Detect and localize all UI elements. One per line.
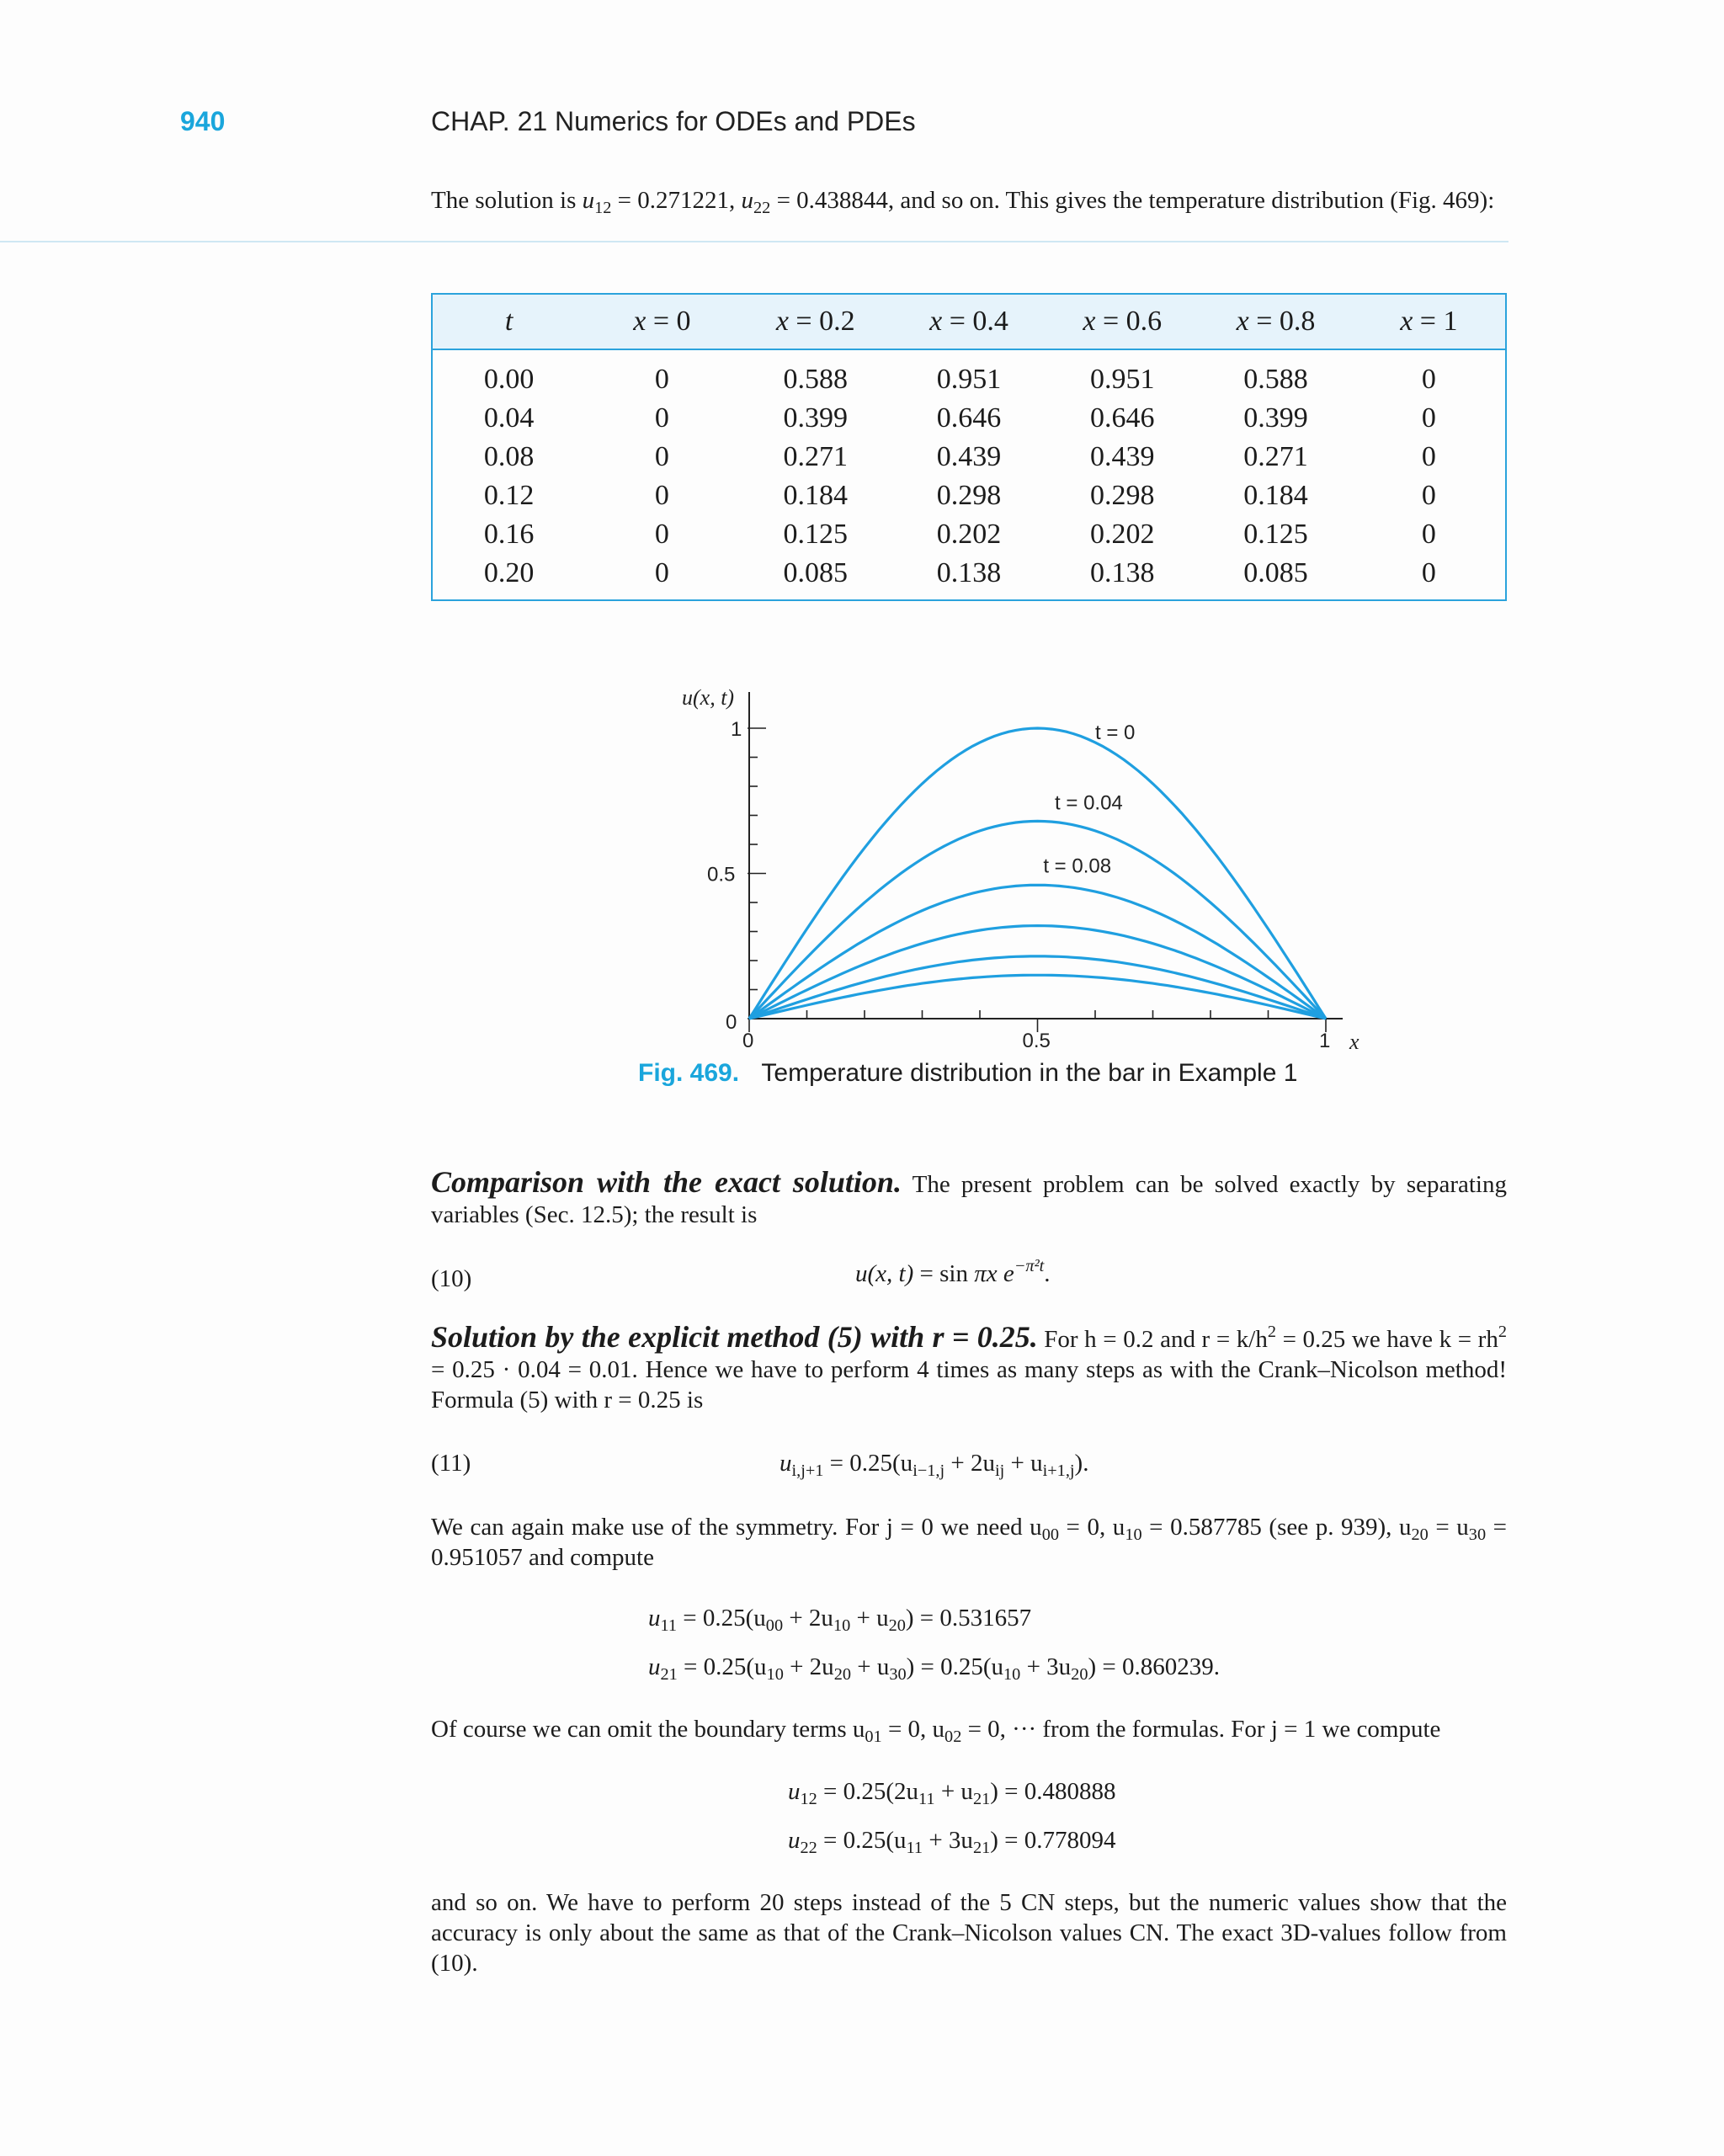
table-cell: 0.202 [936,519,1002,550]
table-cell: 0.085 [783,557,848,588]
symmetry-paragraph: We can again make use of the symmetry. For j = 0 we need $u_{00} = 0$, $u_{10} = 0.587785$ (see p. 939), $u_{20} = u_{30} = 0.951057$ and compute [431,1514,1508,1571]
x-tick-label: 0 [742,1030,754,1052]
variable-x: x [775,306,789,337]
boundary-text-b: = 0, u [881,1716,945,1743]
table-body [432,349,1506,600]
table-cell: 0 [1421,480,1436,511]
table-cell: 0.00 [483,364,535,395]
table-cell: 0.399 [783,402,848,434]
equation-11-number: (11) [431,1450,471,1477]
column-header: x = 0 [585,294,738,349]
series-label: t = 0.04 [1055,791,1123,815]
temperature-table [431,293,1507,601]
intro-text-end: and so on. This gives the temperature distribution (Fig. 469): [894,187,1495,214]
column-header: x = 1 [1353,294,1506,349]
table-cell: 0.04 [483,402,535,434]
y-tick-label: 0.5 [707,863,736,886]
table-row [432,515,1506,554]
table-cell: 0 [654,557,669,588]
table-row [432,349,1506,399]
explicit-text-a: For h = 0.2 and r = k/h [1037,1326,1268,1353]
table-cell: 0 [1421,364,1436,395]
table-cell: 0 [1421,519,1436,550]
eq11-mid1: + 2u [944,1450,995,1477]
table-cell: 0.951 [1090,364,1155,395]
eq10-e: e [1003,1260,1014,1287]
table-cell: 0.646 [936,402,1002,434]
boundary-text-a: Of course we can omit the boundary terms u [431,1716,865,1743]
compute-u22: $u_{22} = 0.25(u_{11} + 3u_{21}) = 0.778094$ [788,1827,1116,1858]
x-tick-label: 1 [1319,1030,1331,1052]
variable-x: x [929,306,943,337]
table-cell: 0.138 [1090,557,1155,588]
page-number: 940 [180,106,226,136]
equation-10 [855,1253,1051,1295]
table-cell: 0.184 [1243,480,1308,511]
table-cell: 0 [654,402,669,434]
table-row [432,476,1506,515]
eq10-exponent: −π²t [1014,1256,1045,1275]
table-cell: 0.184 [783,480,848,511]
compute-u21: $u_{21} = 0.25(u_{10} + 2u_{20} + u_{30}) = 0.25(u_{10} + 3u_{20}) = 0.860239$. [648,1653,1220,1685]
x-axis-label: x [1349,1030,1360,1054]
symmetry-text-c: = 0.587785 (see p. 939), u [1141,1514,1412,1541]
table-cell: 0 [654,480,669,511]
eq11-mid2: + u [1004,1450,1043,1477]
compute-u11: $u_{11} = 0.25(u_{00} + 2u_{10} + u_{20}) = 0.531657$ [648,1605,1032,1636]
symmetry-text-a: We can again make use of the symmetry. For j = 0 we need u [431,1514,1042,1541]
eq10-lhs: u(x, t) [855,1260,914,1287]
table-cell: 0 [1421,441,1436,472]
figure-caption [638,1059,1396,1088]
eq11-sub-lhs: i,j+1 [791,1461,824,1481]
temperature-distribution-chart [657,673,1381,1061]
u22-value: 0.438844, [796,187,895,214]
table-cell: 0.399 [1243,402,1308,434]
boundary-text-c: = 0, ··· from the formulas. For j = 1 we compute [961,1716,1441,1743]
variable-x: x [633,306,646,337]
table-cell: 0 [654,441,669,472]
table-cell: 0 [654,364,669,395]
eq10-end: . [1044,1260,1051,1287]
comparison-text: The present problem can be solved exactly by separating variables (Sec. 12.5); the result is [431,1171,1507,1228]
eq11-end: ). [1074,1450,1089,1477]
column-header: x = 0.6 [1046,294,1199,349]
header-rule [0,241,1508,242]
column-header: x = 0.4 [892,294,1046,349]
column-header: x = 0.8 [1199,294,1352,349]
eq10-pix: πx [974,1260,998,1287]
x-tick-label: 0.5 [1022,1030,1051,1052]
running-head [0,101,1508,143]
explicit-method-paragraph: Solution by the explicit method (5) with r = 0.25. For h = 0.2 and $r = k/h^2 = 0.25$ we have $k = rh^2 = 0.25 \cdot 0.04 = 0.01$. Hence we have to perform 4 times as many steps as with the Crank–Nicolson method! Formula (5) with r = 0.25 is [431,1320,1507,1413]
intro-paragraph: The solution is $u_{12} = 0.271221$, $u_{22} = 0.438844$, and so on. This gives the temperature distribution (Fig. 469): [431,187,1495,218]
explicit-text-b: = 0.25 we have k = rh [1275,1326,1498,1353]
y-axis-label: u(x, t) [682,685,735,710]
variable-x: x [1083,306,1096,337]
equation-11: $u_{i,j+1} = 0.25(u_{i-1,j} + 2u_{ij} + u_{i+1,j})$. [780,1450,1089,1481]
chapter-title: CHAP. 21 Numerics for ODEs and PDEs [431,106,916,136]
eq11-sub-b: ij [994,1461,1005,1481]
table-cell: 0.439 [936,441,1002,472]
u12-value: 0.271221, [637,187,736,214]
table-cell: 0.125 [1243,519,1308,550]
variable-x: x [1400,306,1413,337]
table-row [432,438,1506,476]
table-cell: 0.12 [483,480,535,511]
series-line [749,926,1326,1019]
table-cell: 0.271 [783,441,848,472]
table-cell: 0.646 [1090,402,1155,434]
table-cell: 0.16 [483,519,535,550]
y-tick-label: 0 [726,1011,737,1034]
series-line [749,956,1326,1019]
figure-label: Fig. 469. [638,1059,740,1087]
table-cell: 0.298 [1090,480,1155,511]
temperature-table-wrap [431,293,1507,601]
explicit-text-c: = 0.25 · 0.04 = 0.01. Hence we have to perform 4 times as many steps as with the Crank–Nicolson method! Formula (5) with r = 0.25 is [431,1356,1507,1413]
table-header-row [432,294,1506,349]
column-header: t [432,294,585,349]
table-cell: 0 [1421,402,1436,434]
eq11-sub-a: i−1,j [913,1461,945,1481]
eq11-text: = 0.25(u [823,1450,913,1477]
table-cell: 0.951 [936,364,1002,395]
explicit-heading: Solution by the explicit method (5) with r = 0.25. [431,1320,1038,1354]
table-cell: 0.08 [483,441,535,472]
symmetry-text-e: = 0.951057 and compute [431,1514,1508,1571]
eq10-rhs: = sin [913,1260,975,1287]
series-label: t = 0.08 [1043,854,1112,878]
symmetry-text-d: = u [1428,1514,1469,1541]
equation-10-number: (10) [431,1265,472,1292]
series-label: t = 0 [1095,721,1136,744]
symmetry-text-b: = 0, u [1058,1514,1125,1541]
table-cell: 0 [654,519,669,550]
eq11-sub-c: i+1,j [1042,1461,1075,1481]
comparison-paragraph [431,1167,1507,1230]
table-cell: 0 [1421,557,1436,588]
table-cell: 0.588 [1243,364,1308,395]
variable-x: x [1236,306,1249,337]
table-cell: 0.439 [1090,441,1155,472]
table-cell: 0.271 [1243,441,1308,472]
table-cell: 0.298 [936,480,1002,511]
series-line [749,975,1326,1019]
compute-u12: $u_{12} = 0.25(2u_{11} + u_{21}) = 0.480888$ [788,1778,1116,1809]
table-cell: 0.125 [783,519,848,550]
comparison-heading: Comparison with the exact solution. [431,1165,902,1199]
table-cell: 0.20 [483,557,535,588]
boundary-paragraph: Of course we can omit the boundary terms $u_{01} = 0$, $u_{02} = 0$, ··· from the formulas. For j = 1 we compute [431,1716,1441,1747]
y-tick-label: 1 [731,718,742,741]
table-row [432,399,1506,438]
column-header: x = 0.2 [739,294,892,349]
closing-paragraph: and so on. We have to perform 20 steps instead of the 5 CN steps, but the numeric values show that the accuracy is only about the same as that of the Crank–Nicolson values CN. The exact 3D-values follow from (10). [431,1889,1507,1977]
table-cell: 0.085 [1243,557,1308,588]
intro-text: The solution is [431,187,583,214]
figure-caption-text: Temperature distribution in the bar in Example 1 [761,1059,1298,1087]
table-cell: 0.588 [783,364,848,395]
table-cell: 0.138 [936,557,1002,588]
table-row [432,554,1506,600]
table-cell: 0.202 [1090,519,1155,550]
